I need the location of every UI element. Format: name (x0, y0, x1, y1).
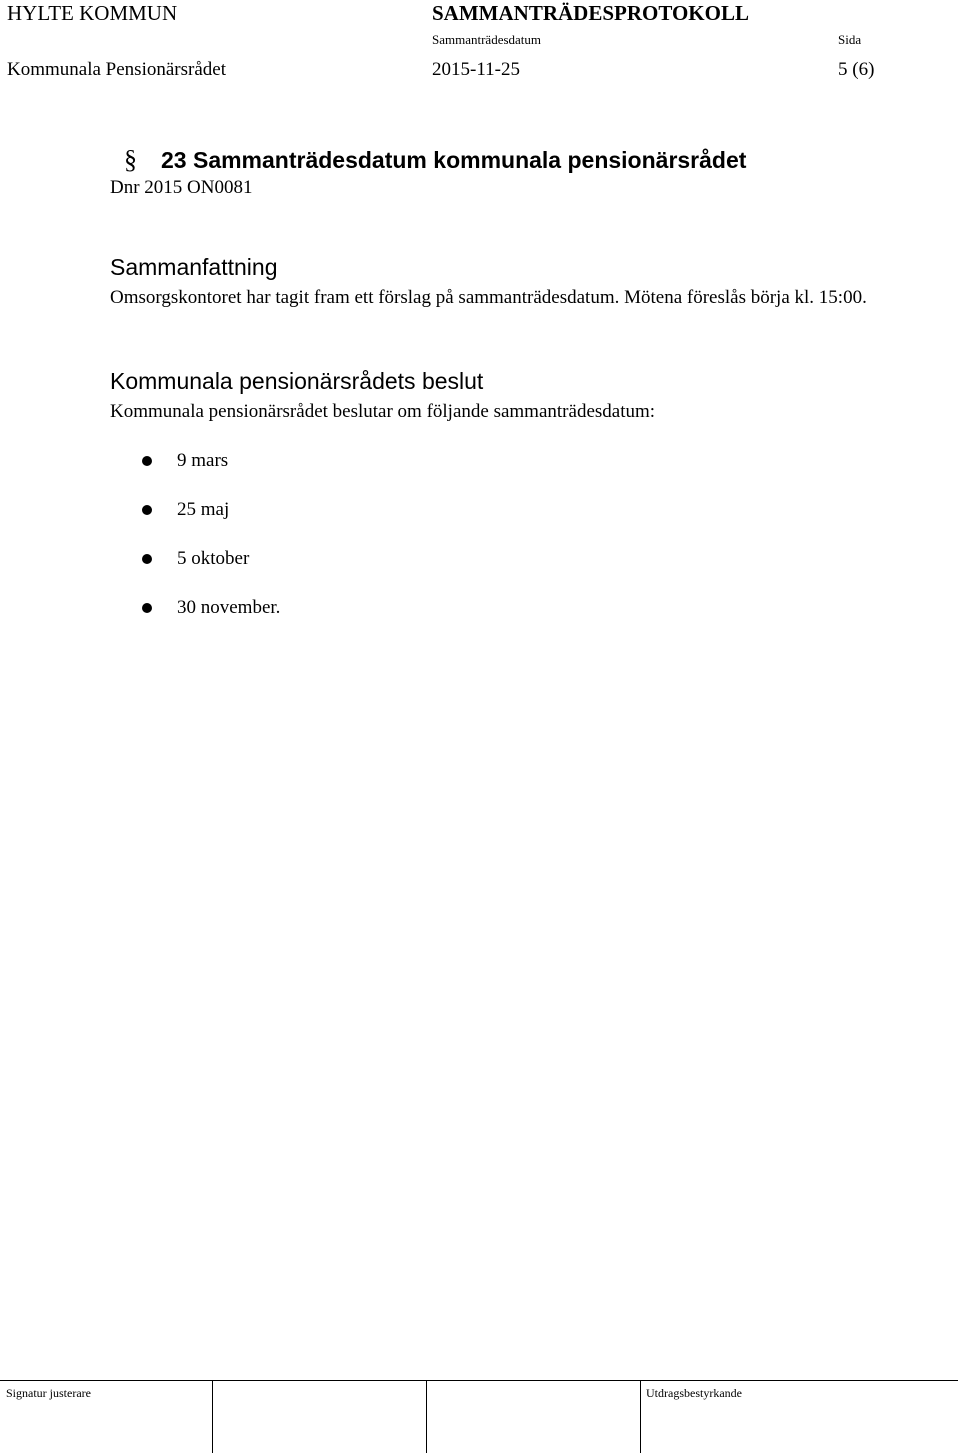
case-number: Dnr 2015 ON0081 (110, 177, 253, 198)
bullet-icon (142, 505, 152, 515)
signature-footer (0, 1380, 958, 1453)
meeting-date: 2015-11-25 (432, 59, 520, 80)
page-label: Sida (838, 32, 862, 47)
signature-cell (212, 1381, 213, 1453)
extract-label: Utdragsbestyrkande (646, 1386, 742, 1400)
summary-heading: Sammanfattning (110, 254, 278, 280)
organization-name: HYLTE KOMMUN (7, 1, 178, 25)
decision-text: Kommunala pensionärsrådet beslutar om följande sammanträdesdatum: (110, 401, 656, 422)
decision-heading: Kommunala pensionärsrådets beslut (110, 368, 484, 394)
signature-label: Signatur justerare (6, 1386, 91, 1400)
page-number: 5 (6) (838, 59, 875, 80)
bullet-icon (142, 603, 152, 613)
extract-cell (640, 1381, 641, 1453)
body-name: Kommunala Pensionärsrådet (7, 59, 226, 80)
signature-cell (426, 1381, 427, 1453)
bullet-icon (142, 554, 152, 564)
section-sign: § (124, 145, 137, 174)
document-title: SAMMANTRÄDESPROTOKOLL (432, 1, 749, 25)
item-heading: 23 Sammanträdesdatum kommunala pensionärsrådet (161, 147, 747, 173)
meeting-date-item: 25 maj (177, 499, 230, 520)
meeting-date-item: 5 oktober (177, 548, 250, 569)
meeting-date-item: 30 november. (177, 597, 281, 618)
meeting-date-label: Sammanträdesdatum (432, 32, 542, 47)
bullet-icon (142, 456, 152, 466)
meeting-date-item: 9 mars (177, 450, 229, 471)
summary-text: Omsorgskontoret har tagit fram ett förslag på sammanträdesdatum. Mötena föreslås börja kl. 15:00. (110, 287, 867, 308)
